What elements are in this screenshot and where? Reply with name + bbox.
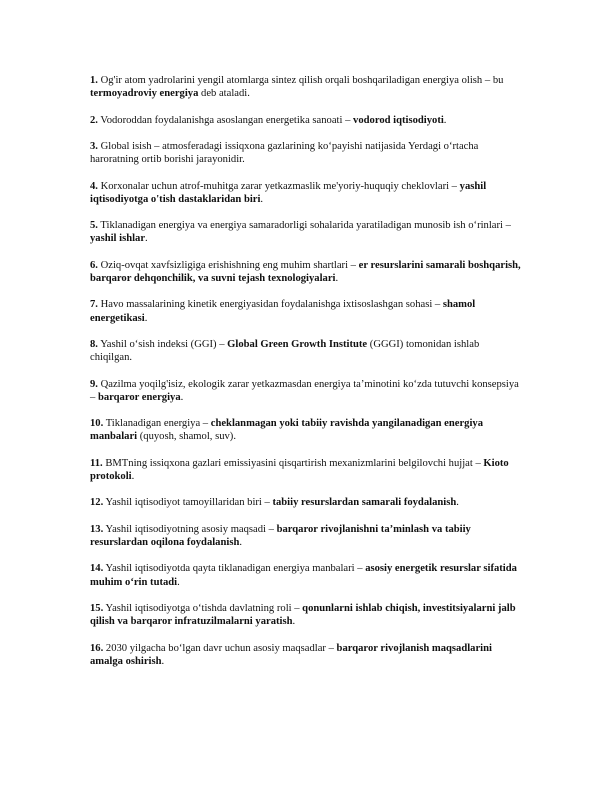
item-answer: Global Green Growth Institute	[227, 338, 368, 350]
item-answer: barqaror rivojlanishni taʼminlash va tabiiy resurslardan oqilona foydalanish	[90, 523, 471, 548]
item-answer: cheklanmagan yoki tabiiy ravishda yangilanadigan energiya manbalari	[90, 418, 483, 443]
list-item	[90, 602, 522, 628]
item-text: Korxonalar uchun atrof-muhitga zarar yetkazmaslik me'yoriy-huquqiy cheklovlari –	[97, 180, 460, 192]
item-text-end: .	[239, 536, 242, 548]
item-text-end: .	[292, 616, 296, 628]
item-answer: qonunlarni ishlab chiqish, investitsiyalarni jalb qilish va barqaror infratuzilmalarni yaratish	[90, 602, 516, 628]
item-text: Tiklanadigan energiya va energiya samaradorligi sohalarida yaratiladigan munosib ish oʻrinlari –	[97, 220, 511, 232]
item-text: Yashil iqtisodiyotga oʻtishda davlatning roli –	[103, 602, 303, 614]
item-answer: Kioto protokoli	[90, 457, 509, 482]
item-answer: termoyadroviy energiya	[90, 88, 199, 100]
item-answer: shamol energetikasi	[90, 299, 476, 324]
item-number: 11.	[90, 457, 103, 469]
list-item	[90, 259, 522, 285]
item-number: 7.	[90, 299, 98, 311]
item-number: 9.	[90, 378, 98, 390]
list-item	[90, 642, 522, 668]
list-item	[90, 180, 522, 206]
item-text: Yashil iqtisodiyotda qayta tiklanadigan energiya manbalari –	[103, 563, 366, 575]
list-item	[90, 496, 522, 509]
item-answer: vodorod iqtisodiyoti	[353, 114, 444, 126]
item-number: 15.	[90, 602, 104, 614]
item-answer: asosiy energetik resurslar sifatida muhim oʻrin tutadi	[90, 563, 517, 588]
item-text-end: deb ataladi.	[198, 88, 250, 100]
item-text: Og'ir atom yadrolarini yengil atomlarga sintez qilish orqali boshqariladigan energiya olish – bu	[97, 75, 504, 86]
item-text: Yashil oʻsish indeksi (GGI) –	[97, 338, 228, 350]
item-answer: tabiiy resurslardan samarali foydalanish	[272, 497, 457, 509]
list-item	[90, 219, 522, 245]
item-number: 13.	[90, 523, 104, 535]
list-item	[90, 417, 522, 443]
item-answer: er resurslarini samarali boshqarish, barqaror dehqonchilik, va suvni tejash texnologiyalari	[90, 259, 521, 284]
item-text-end: .	[456, 497, 459, 509]
item-text: Oziq-ovqat xavfsizligiga erishishning eng muhim shartlari –	[97, 259, 359, 271]
list-item	[90, 114, 522, 127]
document-body	[90, 74, 522, 681]
item-number: 3.	[90, 140, 98, 152]
item-answer: barqaror rivojlanish maqsadlarini amalga oshirish	[90, 642, 492, 667]
item-text-end: (quyosh, shamol, suv).	[137, 431, 236, 443]
item-answer: yashil iqtisodiyotga o'tish dastaklaridan biri	[90, 180, 487, 205]
item-number: 10.	[90, 418, 104, 430]
item-text: Havo massalarining kinetik energiyasidan foydalanishga ixtisoslashgan sohasi –	[97, 299, 443, 311]
item-text: Vodoroddan foydalanishga asoslangan energetika sanoati –	[97, 114, 354, 126]
item-number: 14.	[90, 563, 104, 575]
item-text-end: .	[145, 233, 148, 245]
item-text-end: .	[180, 391, 184, 403]
list-item	[90, 378, 522, 404]
list-item	[90, 562, 522, 588]
item-number: 1.	[90, 75, 98, 86]
list-item	[90, 298, 522, 324]
item-number: 16.	[90, 642, 104, 654]
list-item	[90, 140, 522, 166]
item-number: 4.	[90, 180, 98, 192]
item-text: Tiklanadigan energiya –	[103, 418, 211, 430]
item-text-end: .	[161, 655, 165, 667]
item-answer: yashil ishlar	[90, 233, 146, 245]
item-text-end: .	[443, 114, 447, 126]
item-text-end: .	[131, 470, 135, 482]
item-text: BMTning issiqxona gazlari emissiyasini qisqartirish mexanizmlarini belgilovchi hujjat –	[102, 457, 484, 469]
item-number: 2.	[90, 114, 98, 126]
list-item	[90, 74, 522, 100]
item-text-end: .	[335, 272, 339, 284]
item-number: 5.	[90, 220, 98, 232]
item-text-end: .	[177, 576, 180, 588]
item-number: 12.	[90, 497, 104, 509]
item-number: 8.	[90, 338, 98, 350]
list-item	[90, 338, 522, 364]
item-answer: barqaror energiya	[97, 391, 181, 403]
item-number: 6.	[90, 259, 98, 271]
item-text: Global isish – atmosferadagi issiqxona gazlarining koʻpayishi natijasida Yerdagi oʻrtacha haroratning ortib borishi jarayonidir.	[90, 140, 479, 166]
list-item	[90, 523, 522, 549]
item-text: 2030 yilgacha boʻlgan davr uchun asosiy maqsadlar –	[103, 642, 337, 654]
item-text-end: .	[260, 193, 264, 205]
list-item	[90, 457, 522, 483]
item-text-end: (GGGI) tomonidan ishlab chiqilgan.	[90, 338, 480, 364]
item-text-end: .	[144, 312, 148, 324]
item-text: Yashil iqtisodiyot tamoyillaridan biri –	[103, 497, 273, 509]
item-text: Qazilma yoqilg'isiz, ekologik zarar yetkazmasdan energiya taʼminotini koʻzda tutuvchi konsepsiya –	[90, 378, 519, 403]
item-text: Yashil iqtisodiyotning asosiy maqsadi –	[103, 523, 277, 535]
